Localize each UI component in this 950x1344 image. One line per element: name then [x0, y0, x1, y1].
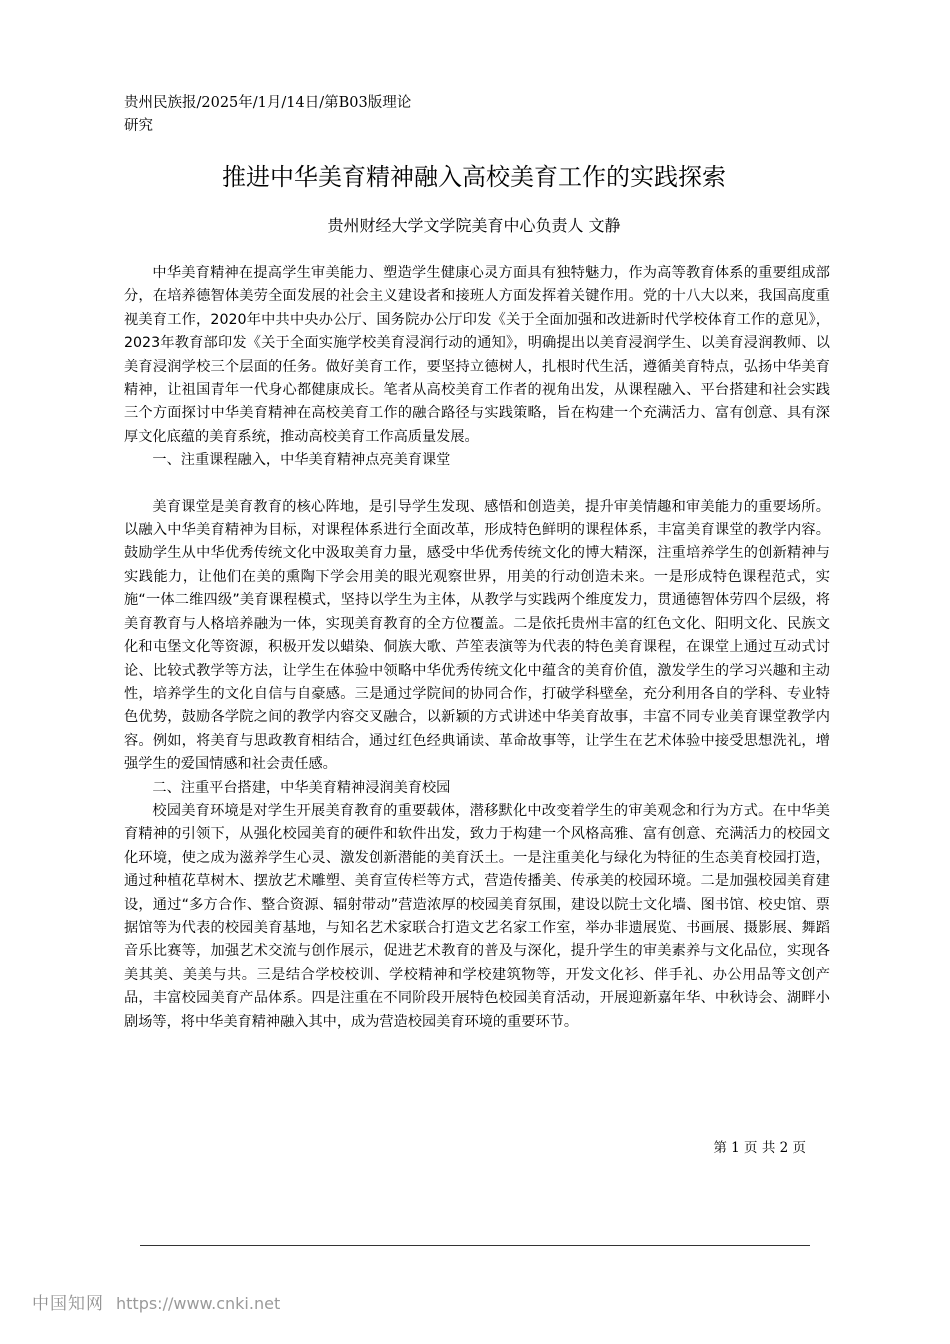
body-paragraph: 校园美育环境是对学生开展美育教育的重要载体，潜移默化中改变着学生的审美观念和行为方式。在中华美育精神的引领下，从强化校园美育的硬件和软件出发，致力于构建一个风格高雅、富有创意、充满活力的校园文化环境，使之成为滋养学生心灵、激发创新潜能的美育沃土。一是注重美化与绿化为特征的生态美育校园打造，通过种植花草树木、摆放艺术雕塑、美育宣传栏等方式，营造传播美、传承美的校园环境。二是加强校园美育建设，通过“多方合作、整合资源、辐射带动”营造浓厚的校园美育氛围，建设以院士文化墙、图书馆、校史馆、票据馆等为代表的校园美育基地，与知名艺术家联合打造文艺名家工作室，举办非遗展览、书画展、摄影展、舞蹈音乐比赛等，加强艺术交流与创作展示，促进艺术教育的普及与深化，提升学生的审美素养与文化品位，实现各美其美、美美与共。三是结合学校校训、学校精神和学校建筑物等，开发文化衫、伴手礼、办公用品等文创产品，丰富校园美育产品体系。四是注重在不同阶段开展特色校园美育活动，开展迎新嘉年华、中秋诗会、湖畔小剧场等，将中华美育精神融入其中，成为营造校园美育环境的重要环节。: [124, 802, 830, 1030]
body-paragraph: 中华美育精神在提高学生审美能力、塑造学生健康心灵方面具有独特魅力，作为高等教育体系的重要组成部分，在培养德智体美劳全面发展的社会主义建设者和接班人方面发挥着关键作用。党的十八大以来，我国高度重视美育工作，2020年中共中央办公厅、国务院办公厅印发《关于全面加强和改进新时代学校体育工作的意见》，2023年教育部印发《关于全面实施学校美育浸润行动的通知》，明确提出以美育浸润学生、以美育浸润教师、以美育浸润学校三个层面的任务。做好美育工作，要坚持立德树人，扎根时代生活，遵循美育特点，弘扬中华美育精神，让祖国青年一代身心都健康成长。笔者从高校美育工作者的视角出发，从课程融入、平台搭建和社会实践三个方面探讨中华美育精神在高校美育工作的融合路径与实践策略，旨在构建一个充满活力、富有创意、具有深厚文化底蕴的美育系统，推动高校美育工作高质量发展。: [124, 265, 830, 445]
section-heading: 二、注重平台搭建，中华美育精神浸润美育校园: [152, 779, 451, 796]
cnki-watermark: [32, 1292, 280, 1316]
footer-divider: [140, 1245, 810, 1246]
publication-source: 贵州民族报/2025年/1月/14日/第B03版理论研究: [124, 95, 412, 134]
watermark-url: https://www.cnki.net: [116, 1294, 281, 1313]
body-paragraph: 美育课堂是美育教育的核心阵地，是引导学生发现、感悟和创造美，提升审美情趣和审美能力的重要场所。以融入中华美育精神为目标，对课程体系进行全面改革，形成特色鲜明的课程体系，丰富美育课堂的教学内容。鼓励学生从中华优秀传统文化中汲取美育力量，感受中华优秀传统文化的博大精深，注重培养学生的创新精神与实践能力，让他们在美的熏陶下学会用美的眼光观察世界，用美的行动创造未来。一是形成特色课程范式，实施“一体二维四级”美育课程模式，坚持以学生为主体，从教学与实践两个维度发力，贯通德智体劳四个层级，将美育教育与人格培养融为一体，实现美育教育的全方位覆盖。二是依托贵州丰富的红色文化、阳明文化、民族文化和屯堡文化等资源，积极开发以蜡染、侗族大歌、芦笙表演等为代表的特色美育课程，在课堂上通过互动式讨论、比较式教学等方法，让学生在体验中领略中华优秀传统文化中蕴含的美育价值，激发学生的学习兴趣和主动性，培养学生的文化自信与自豪感。三是通过学院间的协同合作，打破学科壁垒，充分利用各自的学科、专业特色优势，鼓励各学院之间的教学内容交叉融合，以新颖的方式讲述中华美育故事，丰富不同专业美育课堂教学内容。例如，将美育与思政教育相结合，通过红色经典诵读、革命故事等，让学生在艺术体验中接受思想洗礼，增强学生的爱国情感和社会责任感。: [124, 498, 830, 773]
paragraph-gap: [124, 473, 830, 496]
page-number: 第 1 页 共 2 页: [713, 1140, 806, 1156]
article-body: [124, 262, 830, 1034]
article-author: 贵州财经大学文学院美育中心负责人 文静: [327, 216, 621, 235]
section-heading: 一、注重课程融入，中华美育精神点亮美育课堂: [152, 452, 451, 469]
article-title: 推进中华美育精神融入高校美育工作的实践探索: [222, 163, 726, 191]
watermark-name: 中国知网: [32, 1294, 104, 1314]
